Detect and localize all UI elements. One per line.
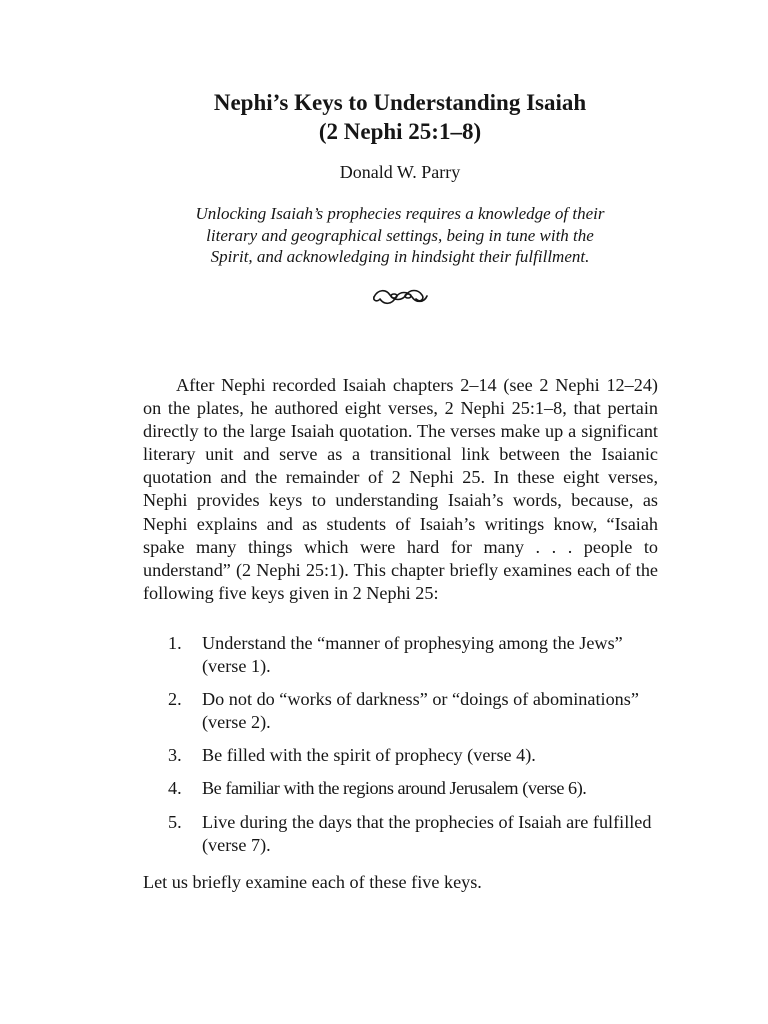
list-item	[143, 777, 658, 800]
list-item-text: Do not do “works of darkness” or “doings of abominations” (verse 2).	[202, 689, 639, 733]
intro-paragraph	[143, 374, 658, 605]
list-item-text: Be filled with the spirit of prophecy (verse 4).	[202, 745, 536, 766]
list-item	[143, 744, 658, 767]
list-item-text: Be familiar with the regions around Jerusalem (verse 6).	[202, 778, 587, 799]
keys-list	[143, 632, 658, 867]
list-item-number: 1.	[168, 633, 182, 653]
list-item	[143, 632, 658, 678]
list-item-text: Live during the days that the prophecies of Isaiah are fulfilled (verse 7).	[202, 811, 652, 855]
list-item-number: 3.	[168, 745, 182, 766]
intro-paragraph-text: After Nephi recorded Isaiah chapters 2–14 (see 2 Nephi 12–24) on the plates, he authored eight verses, 2 Nephi 25:1–8, that pertain directly to the large Isaiah quotation. The verses make up a significant literary unit and serve as a transitional link between the Isaianic quotation and the remainder of 2 Nephi 25. In these eight verses, Nephi provides keys to understanding Isaiah’s words, because, as Nephi explains and as students of Isaiah’s writings know, “Isaiah spake many things which were hard for many . . . people to understand” (2 Nephi 25:1). This chapter briefly examines each of the following five keys given in 2 Nephi 25:	[143, 375, 658, 603]
list-item	[143, 811, 658, 857]
title-line-2: (2 Nephi 25:1–8)	[318, 119, 482, 144]
list-item-text: Understand the “manner of prophesying among the Jews” (verse 1).	[202, 633, 623, 677]
closing-sentence: Let us briefly examine each of these five keys.	[143, 872, 482, 892]
epigraph	[160, 203, 640, 268]
author-name: Donald W. Parry	[339, 162, 461, 182]
title-line-1: Nephi’s Keys to Understanding Isaiah	[213, 90, 587, 115]
epigraph-line-2: literary and geographical settings, being in tune with the	[206, 225, 594, 245]
list-item	[143, 688, 658, 734]
fleuron-icon	[370, 285, 430, 307]
list-item-number: 5.	[168, 811, 182, 832]
epigraph-line-3: Spirit, and acknowledging in hindsight their fulfillment.	[210, 247, 590, 266]
page-title	[0, 88, 768, 146]
list-item-number: 4.	[168, 778, 182, 799]
list-item-number: 2.	[168, 689, 182, 710]
epigraph-line-1: Unlocking Isaiah’s prophecies requires a knowledge of their	[195, 204, 605, 223]
